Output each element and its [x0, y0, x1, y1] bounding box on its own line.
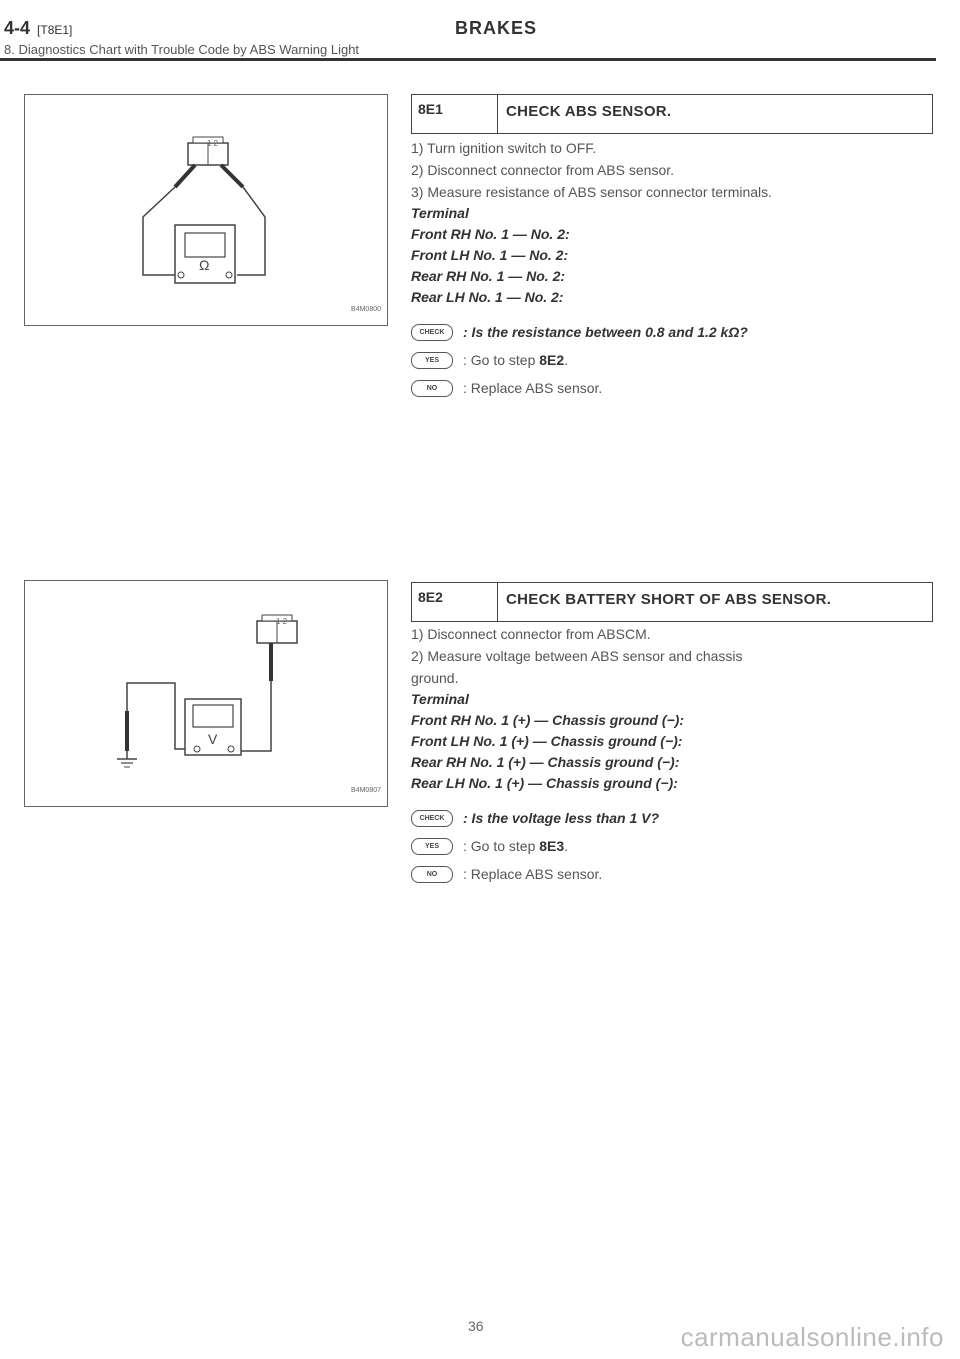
step-body-8e2: [411, 623, 941, 888]
terminal-line: Front RH No. 1 — No. 2:: [411, 226, 570, 242]
page-number: 36: [468, 1318, 484, 1334]
figure-voltmeter: [24, 580, 388, 807]
no-action: : Replace ABS sensor.: [463, 866, 603, 882]
next-step-ref: 8E3: [539, 838, 565, 854]
section-number: [4, 18, 72, 39]
page-title: BRAKES: [455, 18, 538, 38]
instruction-line: 1) Disconnect connector from ABSCM.: [411, 626, 651, 642]
terminal-line: Rear LH No. 1 (+) — Chassis ground (−):: [411, 775, 678, 791]
watermark: carmanualsonline.info: [680, 1322, 944, 1352]
section-id: 4-4: [4, 18, 31, 38]
ohmmeter-diagram: [25, 95, 387, 325]
page-subtitle: 8. Diagnostics Chart with Trouble Code by ABS Warning Light: [4, 42, 360, 57]
check-question: : Is the voltage less than 1 V?: [463, 810, 660, 826]
header-divider: [0, 58, 936, 61]
step-title: CHECK BATTERY SHORT OF ABS SENSOR.: [506, 591, 832, 608]
instruction-line: 2) Measure voltage between ABS sensor and chassis: [411, 648, 743, 664]
yes-action: : Go to step 8E3.: [463, 838, 569, 854]
instruction-line: ground.: [411, 670, 459, 686]
check-row: [411, 804, 941, 832]
step-header-8e1: [411, 94, 933, 134]
check-tag: CHECK: [411, 810, 453, 827]
no-action: : Replace ABS sensor.: [463, 380, 603, 396]
yes-tag: YES: [411, 838, 453, 855]
figure-ohmmeter: [24, 94, 388, 326]
connector-pin-label: 1 2: [276, 617, 288, 626]
terminal-line: Front LH No. 1 (+) — Chassis ground (−):: [411, 733, 683, 749]
no-tag: NO: [411, 380, 453, 397]
terminal-line: Rear RH No. 1 — No. 2:: [411, 268, 566, 284]
no-tag: NO: [411, 866, 453, 883]
section-code: [T8E1]: [37, 23, 73, 37]
no-row: [411, 860, 941, 888]
ohm-symbol: Ω: [199, 257, 210, 273]
voltmeter-diagram: [25, 581, 387, 806]
no-row: [411, 374, 941, 402]
check-row: [411, 318, 941, 346]
yes-row: [411, 346, 941, 374]
volt-symbol: V: [208, 731, 218, 747]
terminal-heading: Terminal: [411, 205, 469, 221]
yes-tag: YES: [411, 352, 453, 369]
terminal-heading: Terminal: [411, 691, 469, 707]
step-title: CHECK ABS SENSOR.: [506, 103, 672, 120]
terminal-line: Front LH No. 1 — No. 2:: [411, 247, 569, 263]
figure-code: B4M0807: [351, 787, 381, 794]
check-tag: CHECK: [411, 324, 453, 341]
instruction-line: 1) Turn ignition switch to OFF.: [411, 140, 597, 156]
instruction-line: 2) Disconnect connector from ABS sensor.: [411, 162, 675, 178]
instruction-line: 3) Measure resistance of ABS sensor connector terminals.: [411, 184, 773, 200]
check-question: : Is the resistance between 0.8 and 1.2 kΩ?: [463, 324, 748, 340]
step-id: 8E2: [412, 583, 498, 621]
step-id: 8E1: [412, 95, 498, 133]
terminal-line: Rear LH No. 1 — No. 2:: [411, 289, 564, 305]
terminal-line: Front RH No. 1 (+) — Chassis ground (−):: [411, 712, 685, 728]
figure-code: B4M0800: [351, 306, 381, 313]
yes-row: [411, 832, 941, 860]
step-body-8e1: [411, 137, 941, 402]
next-step-ref: 8E2: [539, 352, 565, 368]
step-header-8e2: [411, 582, 933, 622]
yes-action: : Go to step 8E2.: [463, 352, 569, 368]
terminal-line: Rear RH No. 1 (+) — Chassis ground (−):: [411, 754, 680, 770]
connector-pin-label: 1 2: [207, 139, 219, 148]
